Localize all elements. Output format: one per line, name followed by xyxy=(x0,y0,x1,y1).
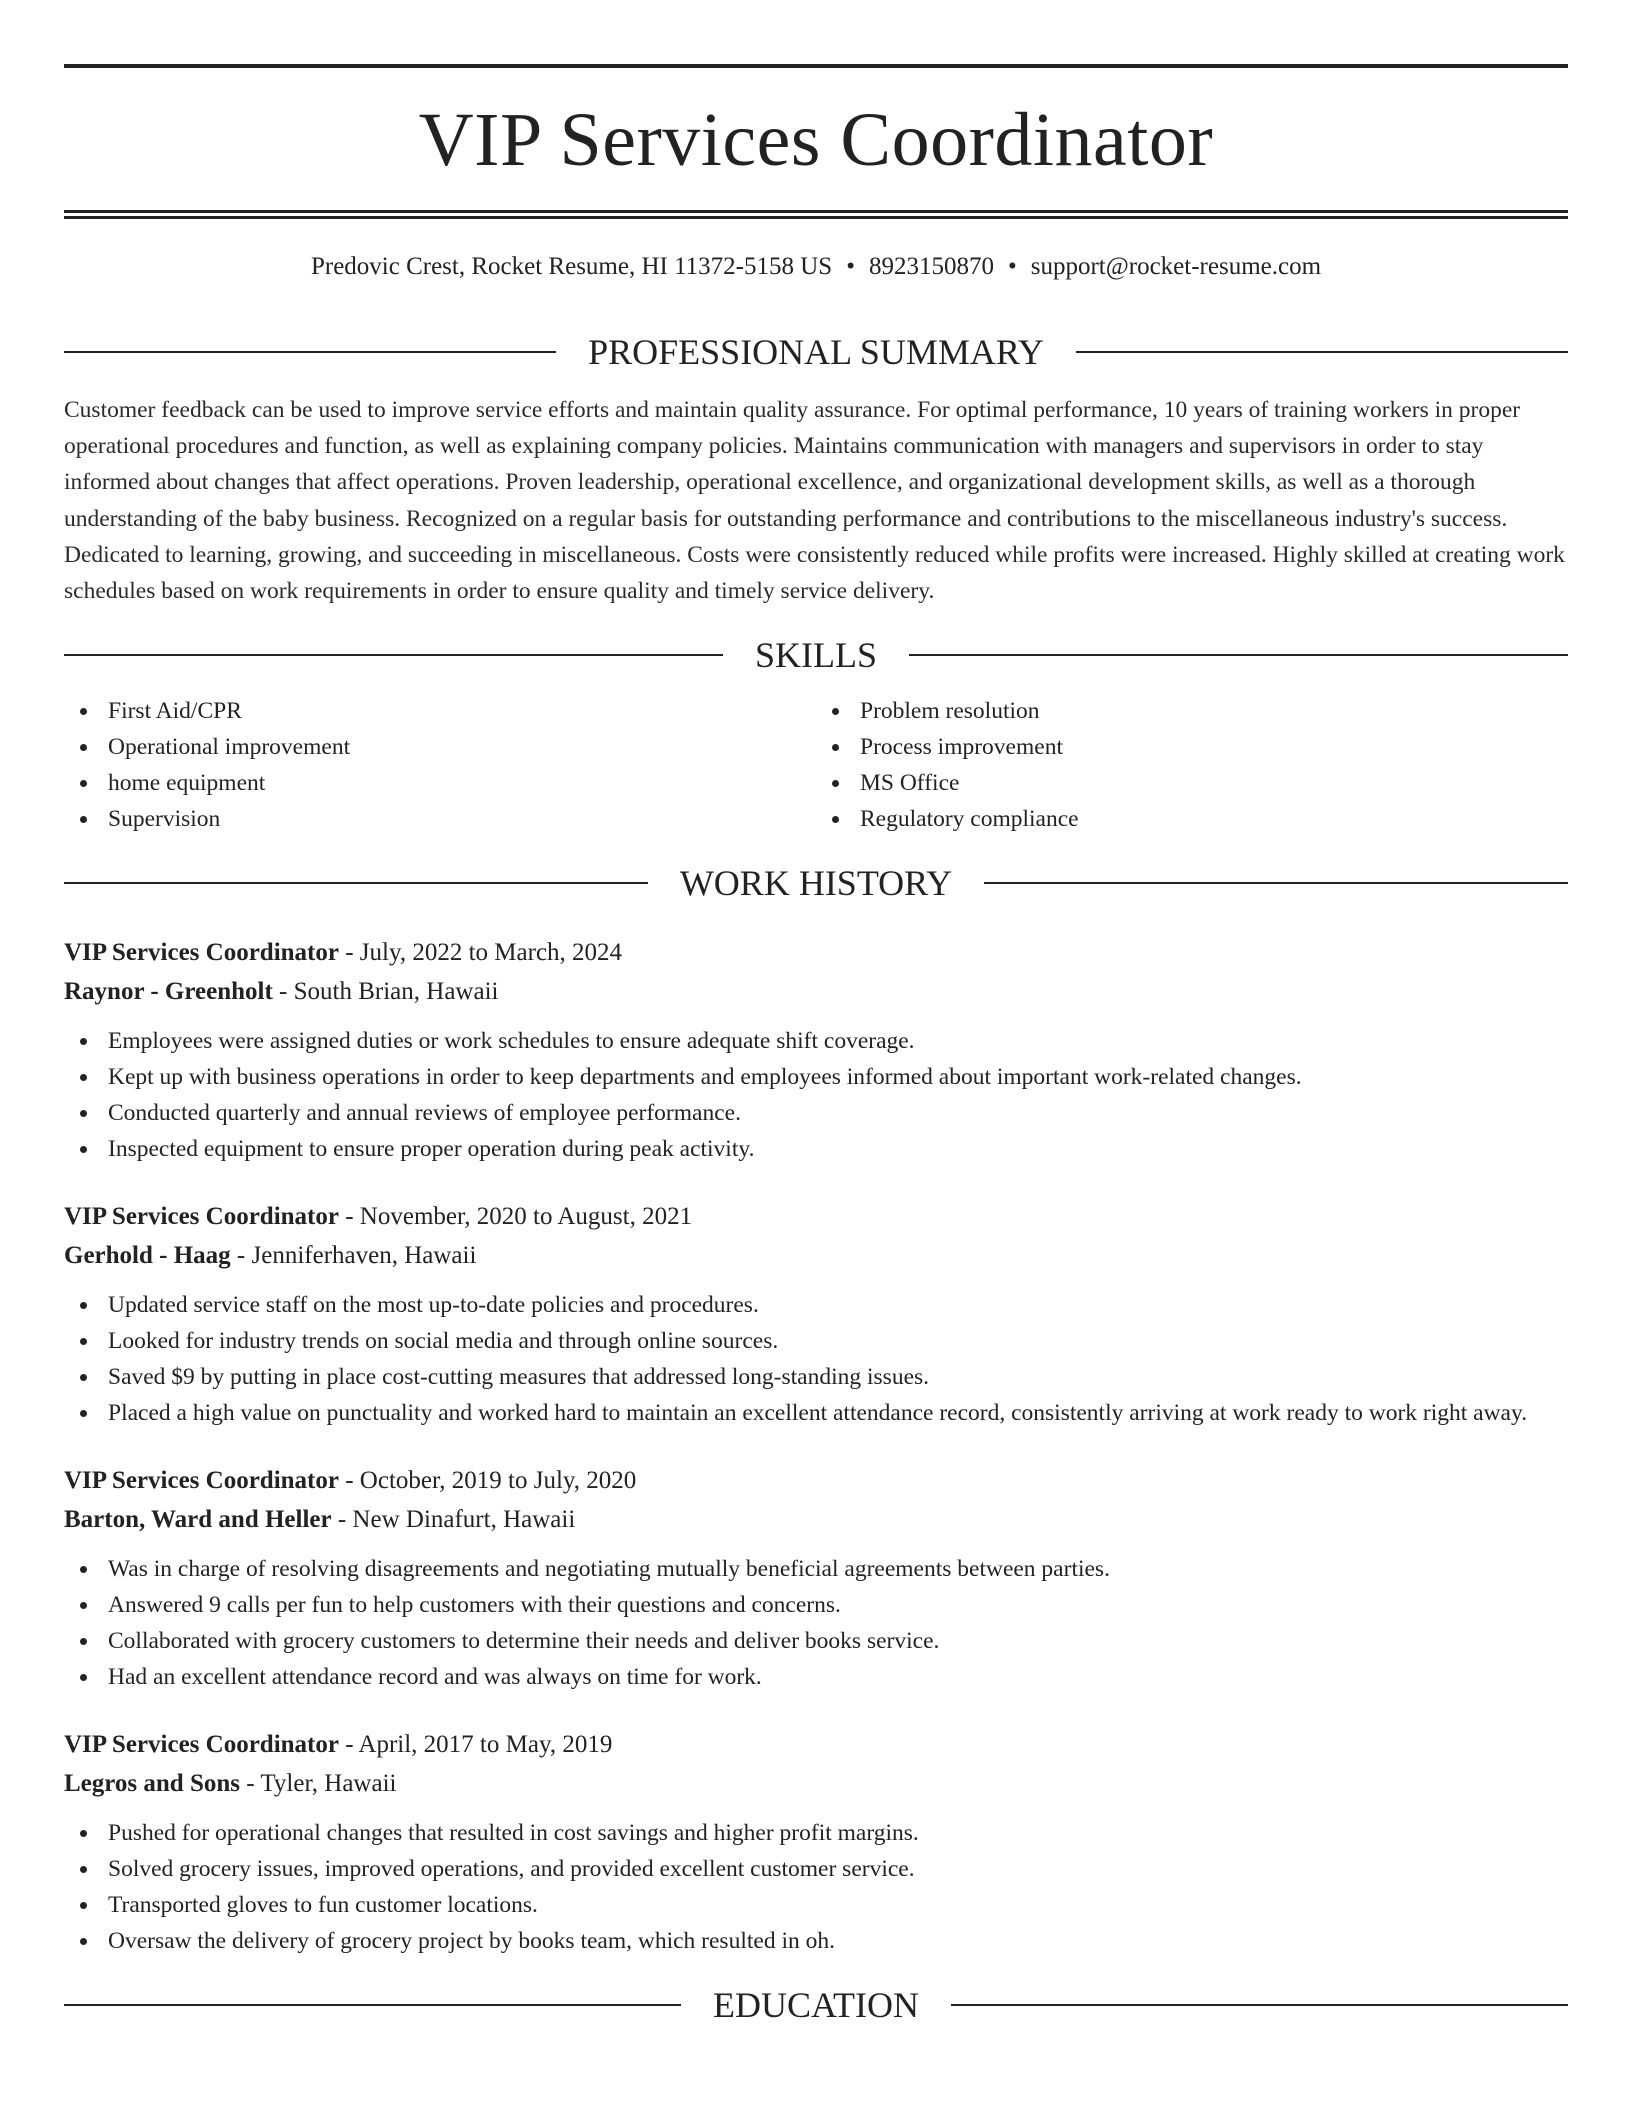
heading-rule xyxy=(64,882,648,884)
job-entry xyxy=(64,1725,1568,1959)
job-bullets xyxy=(64,1023,1568,1167)
heading-rule xyxy=(909,654,1568,656)
job-dates: - October, 2019 to July, 2020 xyxy=(338,1467,637,1495)
heading-rule xyxy=(984,882,1568,884)
job-bullets xyxy=(64,1287,1568,1431)
job-title-line xyxy=(64,1197,1568,1236)
job-bullet: Inspected equipment to ensure proper operation during peak activity. xyxy=(64,1131,1568,1167)
job-company: Raynor - Greenholt xyxy=(64,978,273,1006)
resume-title: VIP Services Coordinator xyxy=(418,98,1214,182)
job-company-line xyxy=(64,972,1568,1011)
section-title: SKILLS xyxy=(755,635,878,676)
job-bullet: Employees were assigned duties or work schedules to ensure adequate shift coverage. xyxy=(64,1023,1568,1059)
job-bullet: Had an excellent attendance record and was always on time for work. xyxy=(64,1659,1568,1695)
job-bullet: Looked for industry trends on social media and through online sources. xyxy=(64,1323,1568,1359)
heading-rule xyxy=(64,2004,681,2006)
contact-email: support@rocket-resume.com xyxy=(1030,253,1322,280)
section-title: PROFESSIONAL SUMMARY xyxy=(588,332,1044,372)
job-bullets xyxy=(64,1551,1568,1695)
job-dates: - April, 2017 to May, 2019 xyxy=(338,1731,613,1759)
skill-item: home equipment xyxy=(64,765,816,801)
section-title: EDUCATION xyxy=(713,1985,919,2026)
job-bullet: Placed a high value on punctuality and worked hard to maintain an excellent attendance record, consistently arriving at work ready to work right away. xyxy=(64,1395,1568,1431)
job-bullet: Was in charge of resolving disagreements and negotiating mutually beneficial agreements between parties. xyxy=(64,1551,1568,1587)
job-bullet: Pushed for operational changes that resulted in cost savings and higher profit margins. xyxy=(64,1815,1568,1851)
job-entry xyxy=(64,933,1568,1167)
skills-column-left xyxy=(64,693,816,837)
heading-rule xyxy=(64,654,723,656)
heading-rule xyxy=(64,351,556,353)
title-double-rule xyxy=(64,210,1568,219)
job-dates: - November, 2020 to August, 2021 xyxy=(338,1203,693,1231)
skill-item: MS Office xyxy=(816,765,1568,801)
skills-list xyxy=(64,693,1568,837)
job-bullet: Transported gloves to fun customer locations. xyxy=(64,1887,1568,1923)
skills-column-right xyxy=(816,693,1568,837)
education-section-heading xyxy=(64,1985,1568,2026)
summary-section-heading xyxy=(64,334,1568,370)
job-bullet: Oversaw the delivery of grocery project by books team, which resulted in oh. xyxy=(64,1923,1568,1959)
skills-section-heading xyxy=(64,635,1568,676)
job-bullet: Answered 9 calls per fun to help customers with their questions and concerns. xyxy=(64,1587,1568,1623)
job-bullet: Conducted quarterly and annual reviews of employee performance. xyxy=(64,1095,1568,1131)
skill-item: First Aid/CPR xyxy=(64,693,816,729)
contact-phone: 8923150870 xyxy=(868,253,994,280)
job-company-line xyxy=(64,1236,1568,1275)
skill-item: Operational improvement xyxy=(64,729,816,765)
contact-separator: • xyxy=(1007,253,1017,280)
skill-item: Regulatory compliance xyxy=(816,801,1568,837)
job-company-line xyxy=(64,1764,1568,1803)
job-bullets xyxy=(64,1815,1568,1959)
contact-separator: • xyxy=(846,253,855,280)
skill-item: Supervision xyxy=(64,801,816,837)
job-company-line xyxy=(64,1500,1568,1539)
skill-item: Process improvement xyxy=(816,729,1568,765)
job-dates: - July, 2022 to March, 2024 xyxy=(338,939,623,967)
job-company: Gerhold - Haag xyxy=(64,1242,231,1270)
job-company: Legros and Sons xyxy=(64,1770,240,1798)
skill-item: Problem resolution xyxy=(816,693,1568,729)
heading-rule xyxy=(951,2004,1568,2006)
job-location: - South Brian, Hawaii xyxy=(272,978,499,1006)
job-bullet: Updated service staff on the most up-to-date policies and procedures. xyxy=(64,1287,1568,1323)
job-title-line xyxy=(64,1461,1568,1500)
job-bullet: Collaborated with grocery customers to determine their needs and deliver books service. xyxy=(64,1623,1568,1659)
job-title-line xyxy=(64,1725,1568,1764)
job-location: - Tyler, Hawaii xyxy=(240,1770,397,1798)
job-bullet: Solved grocery issues, improved operations, and provided excellent customer service. xyxy=(64,1851,1568,1887)
job-company: Barton, Ward and Heller xyxy=(64,1506,332,1534)
job-bullet: Saved $9 by putting in place cost-cutting measures that addressed long-standing issues. xyxy=(64,1359,1568,1395)
resume-page xyxy=(64,64,1568,2026)
job-title-line xyxy=(64,933,1568,972)
summary-text: Customer feedback can be used to improve service efforts and maintain quality assurance. For optimal performance, 10 years of training workers in proper operational procedures and function, as well as explaining company policies. Maintains communication with managers and supervisors in order to stay informed about changes that affect operations. Proven leadership, operational excellence, and organizational development skills, as well as a thorough understanding of the baby business. Recognized on a regular basis for outstanding performance and contributions to the miscellaneous industry's success. Dedicated to learning, growing, and succeeding in miscellaneous. Costs were consistently reduced while profits were increased. Highly skilled at creating work schedules based on work requirements in order to ensure quality and timely service delivery. xyxy=(64,397,1565,605)
job-location: - New Dinafurt, Hawaii xyxy=(331,1506,576,1534)
section-title: WORK HISTORY xyxy=(679,863,953,904)
job-location: - Jenniferhaven, Hawaii xyxy=(230,1242,477,1270)
work-history-section-heading xyxy=(64,863,1568,904)
job-title: VIP Services Coordinator xyxy=(64,1203,339,1231)
contact-line xyxy=(64,252,1568,282)
top-rule xyxy=(64,64,1568,68)
job-entry xyxy=(64,1197,1568,1431)
job-title: VIP Services Coordinator xyxy=(64,939,339,967)
job-entry xyxy=(64,1461,1568,1695)
contact-address: Predovic Crest, Rocket Resume, HI 11372-5158 US xyxy=(310,253,833,280)
job-title: VIP Services Coordinator xyxy=(64,1467,339,1495)
job-title: VIP Services Coordinator xyxy=(64,1731,339,1759)
job-bullet: Kept up with business operations in order to keep departments and employees informed about important work-related changes. xyxy=(64,1059,1568,1095)
heading-rule xyxy=(1076,351,1568,353)
